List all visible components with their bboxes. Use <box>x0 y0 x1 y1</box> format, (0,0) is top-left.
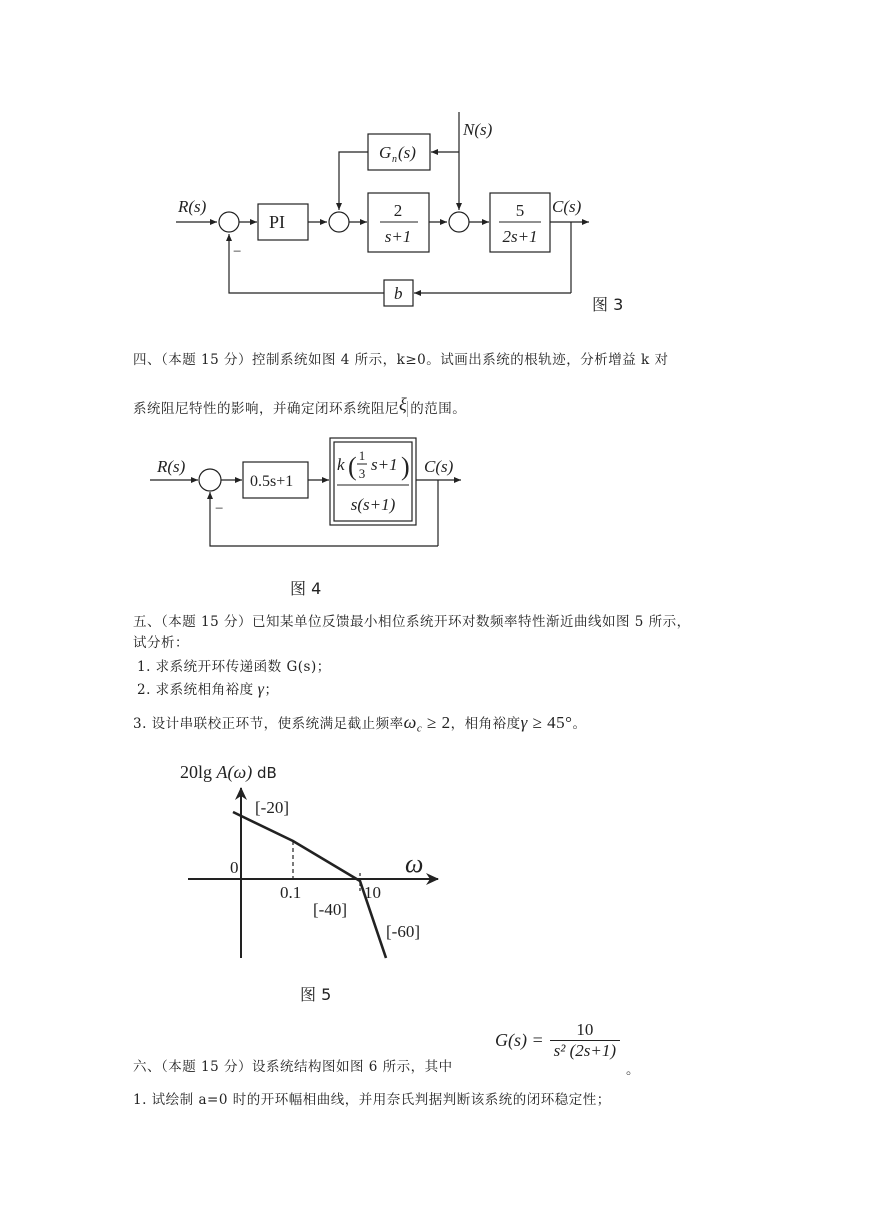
q5-item-3 <box>133 712 586 735</box>
q5-gamma-symbol-2: γ <box>520 713 528 732</box>
q5-item-1: 1. 求系统开环传递函数 G(s)； <box>137 659 331 675</box>
fig3-minus-sign: − <box>233 244 242 260</box>
q5-ge-45: ≥ 45° <box>527 713 573 732</box>
q5-item-2-a: 2. 求系统相角裕度 <box>137 682 254 698</box>
fig3-sum-junction-3 <box>449 212 469 232</box>
figure-5-bode-plot <box>0 755 869 970</box>
fig3-block5-num: 5 <box>515 201 525 220</box>
fig3-label-r: R(s) <box>178 197 207 216</box>
q5-line-2: 试分析： <box>133 635 189 651</box>
q6-gs-num: 10 <box>550 1020 620 1041</box>
q5-omega-sub: c <box>416 722 423 735</box>
fig3-gn-arg: (s) <box>398 143 416 162</box>
fig3-pi-text: PI <box>269 212 286 232</box>
q4-xi-symbol: ξ <box>399 394 408 414</box>
q5-item-3-a: 3. 设计串联校正环节，使系统满足截止频率 <box>133 716 404 732</box>
fig5-x-label: ω <box>405 849 424 878</box>
q4-line-2 <box>133 394 467 418</box>
fig4-minus-sign: − <box>215 501 224 517</box>
fig5-slope-60: [-60] <box>386 922 420 941</box>
fig4-frac-den: 3 <box>358 466 366 481</box>
figure-4-block-diagram <box>0 430 869 600</box>
fig5-slope-40: [-40] <box>313 900 347 919</box>
q4-line-2-b: 的范围。 <box>407 401 466 417</box>
q5-line-1: 五、（本题 15 分）已知某单位反馈最小相位系统开环对数频率特性渐近曲线如图 5 所示， <box>133 614 691 630</box>
fig3-sum-junction-2 <box>329 212 349 232</box>
q5-omega-symbol: ω <box>403 712 417 732</box>
q5-ge-2: ≥ 2 <box>422 713 451 732</box>
fig4-label-r: R(s) <box>157 457 186 476</box>
fig3-b-text: b <box>394 284 403 303</box>
fig4-k: k <box>337 455 345 474</box>
q5-item-2 <box>137 678 278 699</box>
fig4-frac-num: 1 <box>358 448 366 463</box>
q6-gs-formula <box>495 1020 620 1061</box>
fig4-tail: s+1 <box>371 455 398 474</box>
fig3-label-c: C(s) <box>552 197 582 216</box>
fig4-sum-junction <box>199 469 221 491</box>
fig3-sum-junction-1 <box>219 212 239 232</box>
q5-item-3-b: ，相角裕度 <box>450 716 521 732</box>
fig3-block2-num: 2 <box>393 201 403 220</box>
fig5-tick-0-1: 0.1 <box>280 883 302 902</box>
q6-line-1-b: 。 <box>626 1062 640 1078</box>
q6-gs-lhs: G(s) = <box>495 1030 544 1050</box>
fig5-caption: 图 5 <box>300 985 332 1004</box>
q6-gs-den: s² (2s+1) <box>553 1041 617 1060</box>
q6-item-1: 1. 试绘制 a=0 时的开环幅相曲线，并用奈氏判据判断该系统的闭环稳定性； <box>133 1092 611 1108</box>
fig4-den: s(s+1) <box>350 495 396 514</box>
svg-text:): ) <box>401 452 410 481</box>
fig3-label-n: N(s) <box>463 120 493 139</box>
fig3-block5-den: 2s+1 <box>502 227 538 246</box>
figure-3-block-diagram <box>0 0 869 330</box>
fig5-origin-label: 0 <box>230 858 239 877</box>
q5-item-3-c: 。 <box>572 716 587 732</box>
q5-item-2-b: ； <box>264 682 279 698</box>
fig4-caption: 图 4 <box>290 579 322 598</box>
q4-line-1: 四、（本题 15 分）控制系统如图 4 所示，k≥0。试画出系统的根轨迹，分析增益 k 对 <box>133 352 669 368</box>
fig3-gn-G: G <box>379 143 392 162</box>
fig3-gn-sub: n <box>392 154 397 165</box>
q6-gs-fraction <box>550 1020 620 1061</box>
fig5-y-label: 20lg A(ω) dB <box>180 762 277 782</box>
q6-line-1-a: 六、（本题 15 分）设系统结构图如图 6 所示，其中 <box>133 1059 453 1075</box>
fig4-block1-text: 0.5s+1 <box>250 473 294 490</box>
svg-text:(: ( <box>348 452 357 481</box>
q5-gamma-symbol: γ <box>257 681 265 698</box>
fig5-tick-10: 10 <box>364 883 381 902</box>
fig4-label-c: C(s) <box>424 457 454 476</box>
q4-line-2-a: 系统阻尼特性的影响，并确定闭环系统阻尼 <box>133 401 399 417</box>
fig3-caption: 图 3 <box>592 295 624 314</box>
fig3-block2-den: s+1 <box>384 227 412 246</box>
fig5-slope-20: [-20] <box>255 798 289 817</box>
